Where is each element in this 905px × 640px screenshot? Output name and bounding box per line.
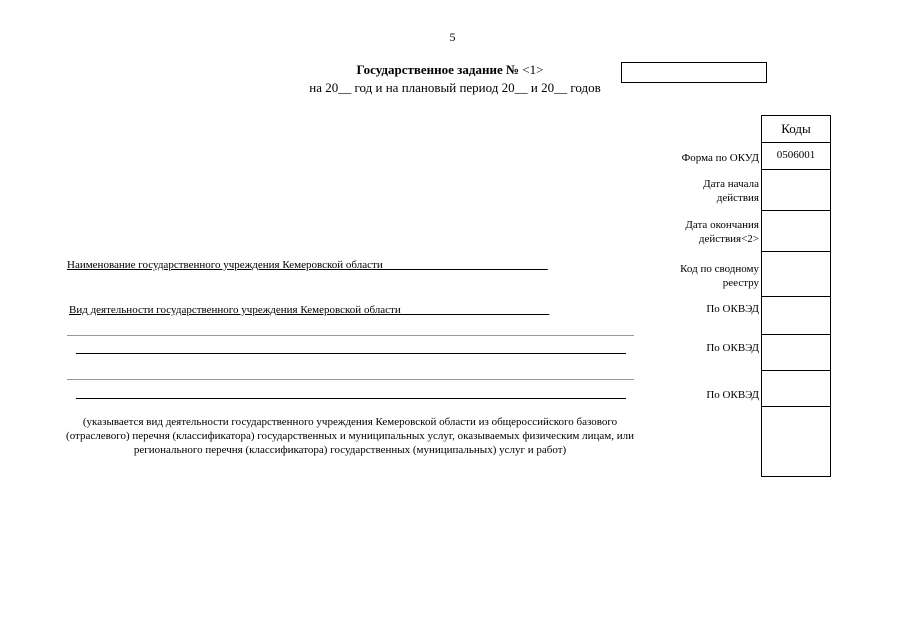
activity-note: (указывается вид деятельности государственного учреждения Кемеровской области из общероссийского базового (отраслевого) перечня (классификатора) государственных и муниципальных услуг, оказываемых физическим лицам, или регионального перечня (классификатора) государственных (муниципальных) услуг и работ) [66,416,634,456]
okud-label: Форма по ОКУД [681,152,759,164]
title-footnote-ref: <1> [519,62,544,77]
end-date-label: Дата окончания действия<2> [685,219,759,245]
divider-line [67,335,634,336]
start-date-label: Дата начала действия [703,178,759,204]
registry-code-cell[interactable] [761,251,831,297]
start-date-cell[interactable] [761,169,831,211]
activity-type-field[interactable]: Вид деятельности государственного учреждения Кемеровской области___________________________ [69,304,550,316]
title-main: Государственное задание № [356,62,520,77]
codes-header: Коды [761,115,831,143]
page-number: 5 [449,30,456,44]
okud-code-cell[interactable]: 0506001 [761,142,831,170]
activity-line-1[interactable] [76,353,626,354]
document-period: на 20__ год и на плановый период 20__ и 20__ годов [309,80,601,95]
assignment-number-box[interactable] [621,62,767,83]
okved-label-2: По ОКВЭД [706,342,759,354]
activity-line-2[interactable] [76,398,626,399]
okved-cell-2[interactable] [761,334,831,371]
okved-label-3: По ОКВЭД [706,389,759,401]
divider-line [67,379,634,380]
okved-cell-3[interactable] [761,370,831,407]
institution-name-field[interactable]: Наименование государственного учреждения Кемеровской области______________________________ [67,259,548,271]
end-date-cell[interactable] [761,210,831,252]
okved-cell-1[interactable] [761,296,831,335]
okved-label-1: По ОКВЭД [706,303,759,315]
extra-code-cell[interactable] [761,406,831,477]
registry-code-label: Код по сводному реестру [680,263,759,289]
document-title [250,62,650,78]
